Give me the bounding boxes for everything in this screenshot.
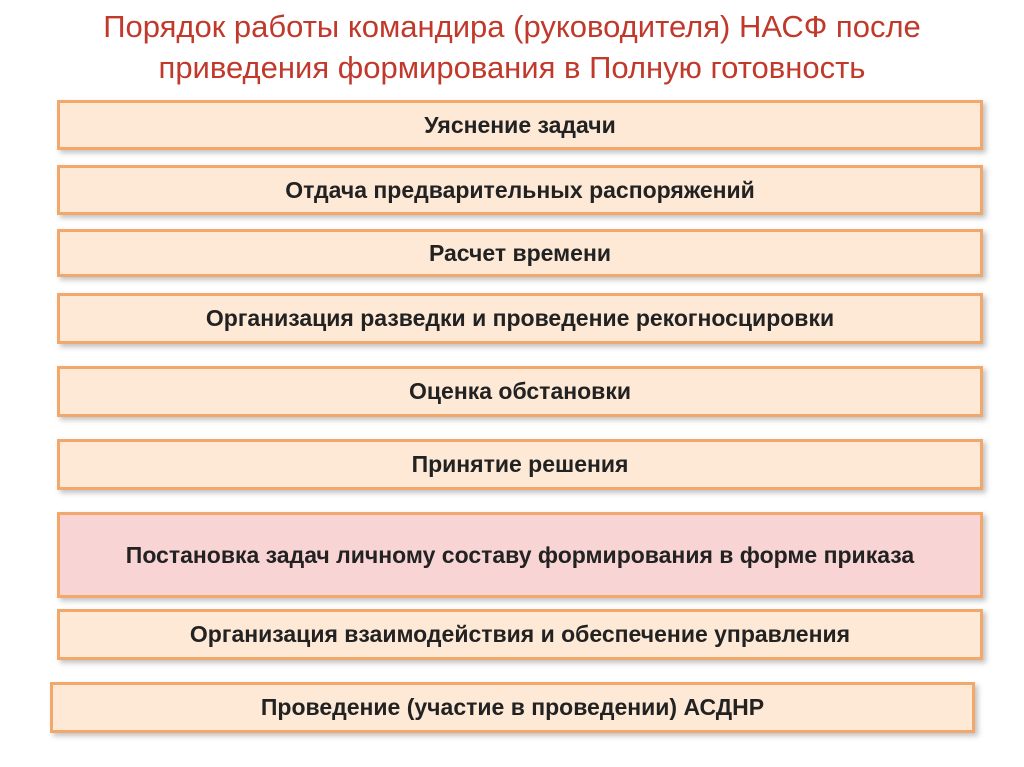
step-box-9: [50, 682, 975, 733]
step-label: Отдача предварительных распоряжений: [285, 176, 755, 203]
step-label: Уяснение задачи: [424, 111, 616, 138]
page-title-line-1: Порядок работы командира (руководителя) НАСФ после: [103, 9, 921, 44]
step-label: Проведение (участие в проведении) АСДНР: [260, 694, 765, 720]
step-box-2: [57, 165, 983, 215]
page-title-line-2: приведения формирования в Полную готовность: [158, 50, 866, 85]
page-title: [0, 6, 1024, 88]
step-box-4: [57, 293, 983, 344]
step-label: Постановка задач личному составу формирования в форме приказа: [125, 541, 915, 568]
step-box-7: [57, 512, 983, 598]
step-label: Оценка обстановки: [409, 378, 631, 404]
step-label: Принятие решения: [411, 451, 629, 477]
step-box-3: [57, 229, 983, 277]
step-label: Расчет времени: [428, 239, 612, 266]
step-box-6: [57, 439, 983, 490]
step-box-1: [57, 100, 983, 150]
step-box-8: [57, 609, 983, 660]
step-label: Организация взаимодействия и обеспечение управления: [189, 621, 851, 647]
step-label: Организация разведки и проведение рекогносцировки: [205, 305, 835, 331]
step-box-5: [57, 366, 983, 417]
